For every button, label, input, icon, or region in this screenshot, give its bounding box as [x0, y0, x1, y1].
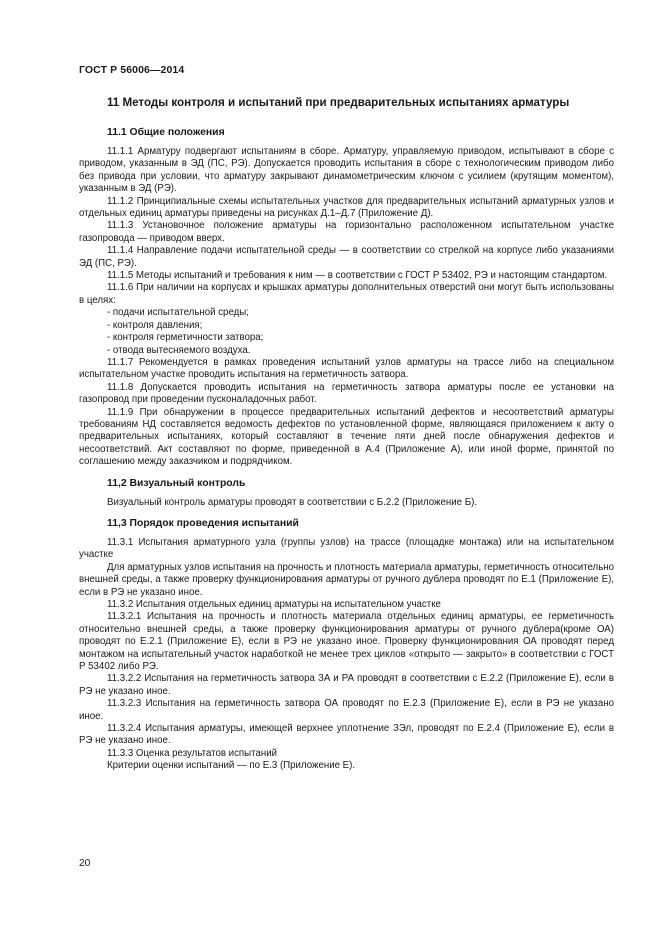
paragraph: 11.1.1 Арматуру подвергают испытаниям в сборе. Арматуру, управляемую приводом, испытывают в сборе с приводом, указанным в ЭД (ПС, РЭ). Допускается проводить испытания в сборе с технологическим приводом либо без привода при условии, что арматуру закрывают динамометрическим ключом с усилием (крутящим моментом), указанным в ЭД (РЭ). — [79, 146, 614, 195]
paragraph: 11.1.9 При обнаружении в процессе предварительных испытаний дефектов и несоответствий арматуры требованиям НД составляется ведомость дефектов по установленной форме, являющаяся приложением к акту о предварительных испытаниях, который составляют в течение пяти дней после обнаружения дефектов и несоответствий. Акт составляют по форме, приведенной в А.4 (Приложение А), или иной форме, принятой по соглашению между заказчиком и подрядчиком. — [79, 406, 614, 468]
section-title: 11 Методы контроля и испытаний при предварительных испытаниях арматуры — [107, 96, 570, 109]
paragraph: 11.1.5 Методы испытаний и требования к ним — в соответствии с ГОСТ Р 53402, РЭ и настоящим стандартом. — [107, 270, 608, 282]
paragraph: 11.1.2 Принципиальные схемы испытательных участков для предварительных испытаний арматурных узлов и отдельных единиц арматуры приведены на рисунках Д.1–Д.7 (Приложение Д). — [79, 195, 614, 220]
page-number: 20 — [79, 858, 91, 869]
paragraph: Критерии оценки испытаний — по Е.3 (Приложение Е). — [107, 760, 356, 772]
list-item: - контроля давления; — [107, 319, 203, 331]
paragraph: 11.3.2.1 Испытания на прочность и плотность материала отдельных единиц арматуры, ее герметичность относительно внешней среды, а также проверку функционирования арматуры от ручного дублера(кроме ОА) проводят по Е.2.1 (Приложение Е), если в РЭ не указано иное. Проверку функционирования ОА проводят перед монтажом на испытательный участок наработкой не менее трех циклов «открыто — закрыто» в соответствии с ГОСТ Р 53402 либо РЭ. — [79, 611, 614, 673]
paragraph: 11.1.7 Рекомендуется в рамках проведения испытаний узлов арматуры на трассе либо на специальном испытательном участке проводить испытания на герметичность затвора. — [79, 356, 614, 381]
paragraph: Для арматурных узлов испытания на прочность и плотность материала арматуры, герметичность относительно внешней среды, а также проверку функционирования арматуры от ручного дублера проводят по Е.1 (Приложение Е), если в РЭ не указано иное. — [79, 561, 614, 598]
paragraph: 11.3.3 Оценка результатов испытаний — [107, 747, 278, 759]
subsection-title-visual: 11,2 Визуальный контроль — [107, 477, 246, 489]
paragraph: 11.1.3 Установочное положение арматуры на горизонтально расположенном испытательном участке газопровода — приводом вверх. — [79, 220, 614, 244]
list-item: - подачи испытательной среды; — [107, 307, 249, 319]
paragraph: 11.3.2.2 Испытания на герметичность затвора ЗА и РА проводят в соответствии с Е.2.2 (Приложение Е), если в РЭ не указано иное. — [79, 673, 614, 697]
paragraph: 11.3.2 Испытания отдельных единиц арматуры на испытательном участке — [107, 599, 441, 610]
list-item: - отвода вытесняемого воздуха. — [107, 344, 251, 356]
paragraph: 11.3.2.3 Испытания на герметичность затвора ОА проводят по Е.2.3 (Приложение Е), если в РЭ не указано иное. — [79, 698, 614, 722]
paragraph: 11.1.8 Допускается проводить испытания на герметичность затвора арматуры после ее установки на газопровод при проведении пусконаладочных работ. — [79, 381, 614, 406]
paragraph: 11.1.4 Направление подачи испытательной среды — в соответствии со стрелкой на корпусе либо указаниями ЭД (ПС, РЭ). — [79, 245, 614, 269]
list-item: - контроля герметичности затвора; — [107, 332, 264, 344]
document-header: ГОСТ Р 56006—2014 — [79, 64, 185, 76]
document-body — [79, 96, 614, 773]
subsection-title-procedure: 11,3 Порядок проведения испытаний — [107, 517, 299, 529]
paragraph: Визуальный контроль арматуры проводят в соответствии с Б.2.2 (Приложение Б). — [107, 496, 478, 508]
paragraph: 11.3.2.4 Испытания арматуры, имеющей верхнее уплотнение ЗЭл, проводят по Е.2.4 (Приложение Е), если в РЭ не указано иное. — [79, 723, 614, 747]
subsection-title-general: 11.1 Общие положения — [107, 127, 225, 138]
paragraph: 11.1.6 При наличии на корпусах и крышках арматуры дополнительных отверстий они могут быть использованы в целях: — [79, 282, 614, 306]
paragraph: 11.3.1 Испытания арматурного узла (группы узлов) на трассе (площадке монтажа) или на испытательном участке — [79, 536, 614, 561]
